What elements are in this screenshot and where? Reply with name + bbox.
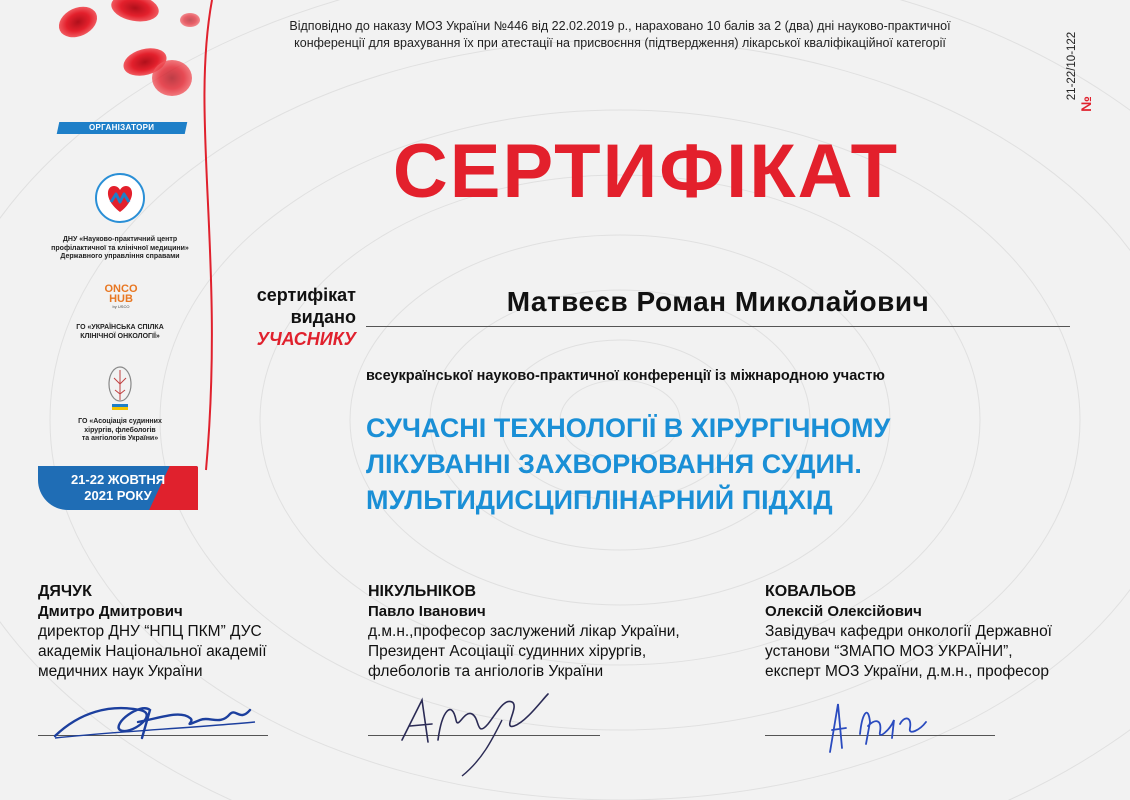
oncohub-logo: ONCO HUB by USCO	[104, 283, 138, 309]
signature-1	[50, 692, 260, 746]
certificate-title: СЕРТИФІКАТ	[392, 129, 900, 214]
recipient-name: Матвеєв Роман Миколайович	[506, 286, 930, 317]
conference-title: СУЧАСНІ ТЕХНОЛОГІЇ В ХІРУРГІЧНОМУ ЛІКУВАННІ ЗАХВОРЮВАННЯ СУДИН. МУЛЬТИДИСЦИПЛІНАРНИЙ ПІДХІД	[366, 413, 891, 515]
signature-2	[392, 680, 572, 780]
accreditation-notice: Відповідно до наказу МОЗ України №446 від 22.02.2019 р., нараховано 10 балів за 2 (два) дні науково-практичної конференції для врахування їх при атестації на присвоєння (підтвердження) лікарської кваліфікаційної категорії	[289, 19, 951, 50]
issued-to-label: сертифікат видано УЧАСНИКУ	[256, 285, 356, 349]
signatory-2: НІКУЛЬНІКОВ Павло Іванович д.м.н.,професор заслужений лікар України, Президент Асоціації судинних хірургів, флебологів та ангіологів України	[368, 583, 680, 680]
org1-caption: ДНУ «Науково-практичний центр профілактичної та клінічної медицини» Державного управління справами	[51, 236, 189, 260]
serial-symbol: №	[1077, 96, 1094, 112]
organizers-banner: ОРГАНІЗАТОРИ	[57, 122, 188, 134]
blood-cells-image	[40, 0, 200, 110]
conference-subtitle: всеукраїнської науково-практичної конференції із міжнародною участю	[366, 368, 885, 384]
signatory-1: ДЯЧУК Дмитро Дмитрович директор ДНУ “НПЦ ПКМ” ДУС академік Національної академії медичних наук України	[38, 583, 267, 680]
recipient-underline	[366, 326, 1070, 327]
vascular-association-logo	[104, 364, 136, 412]
ndc-heart-logo	[94, 172, 146, 224]
serial-number: 21-22/10-122	[1066, 31, 1079, 101]
org3-caption: ГО «Асоціація судинних хірургів, флебологів та ангіологів України»	[78, 418, 162, 442]
signatory-3: КОВАЛЬОВ Олексій Олексійович Завідувач кафедри онкології Державної установи “ЗМАПО МОЗ УКРАЇНИ”, експерт МОЗ України, д.м.н., професор	[765, 583, 1052, 680]
org2-caption: ГО «УКРАЇНСЬКА СПІЛКА КЛІНІЧНОЇ ОНКОЛОГІЇ»	[76, 324, 164, 340]
certificate-serial	[1060, 20, 1120, 120]
event-date-badge: 21-22 ЖОВТНЯ 2021 РОКУ	[38, 466, 198, 510]
signature-3	[820, 690, 940, 760]
